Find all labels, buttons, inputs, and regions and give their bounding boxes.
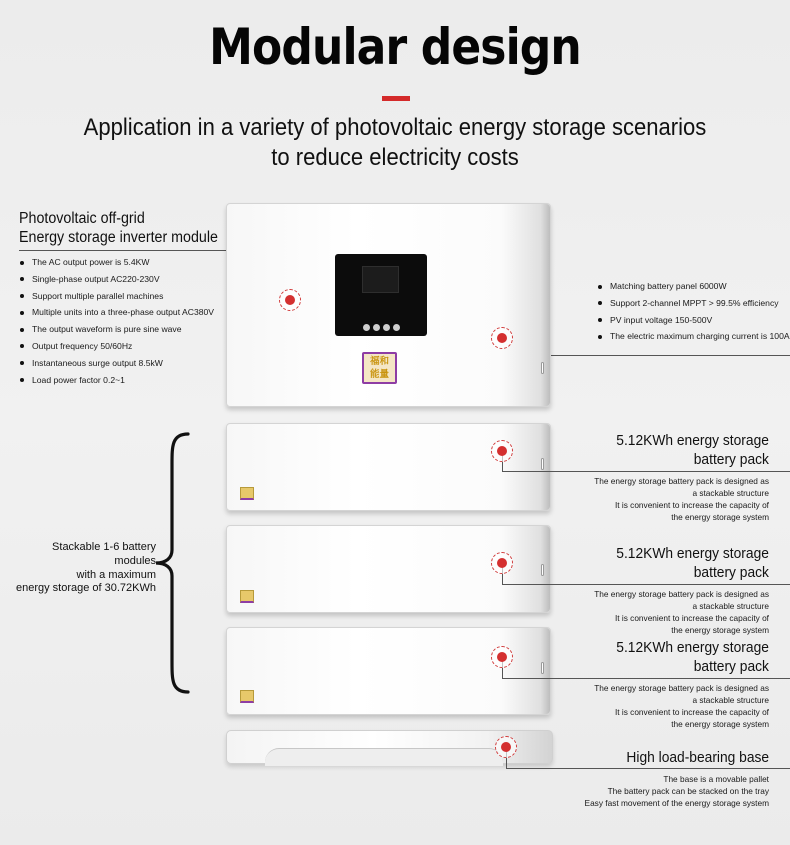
battery-desc-line: The energy storage battery pack is designed as	[594, 683, 769, 693]
spec-item: The AC output power is 5.4KW	[19, 254, 214, 271]
battery-title-1	[616, 431, 769, 469]
battery-desc-line: It is convenient to increase the capacity of	[614, 500, 769, 510]
battery-desc-line: It is convenient to increase the capacity of	[614, 613, 769, 623]
page-subtitle	[40, 113, 751, 173]
lcd-display	[362, 266, 399, 293]
battery-leader-line-2	[502, 584, 790, 585]
battery-title-3-line-1: 5.12KWh energy storage	[616, 639, 769, 656]
inverter-right-specs	[597, 278, 790, 345]
spec-item: The electric maximum charging current is 100A	[597, 328, 790, 345]
battery-desc-line: a stackable structure	[692, 601, 769, 611]
panel-button	[363, 324, 370, 331]
brand-logo	[362, 352, 397, 384]
stack-capacity-label	[8, 541, 156, 596]
base-desc-line: The base is a movable pallet	[663, 774, 769, 784]
spec-item: Support multiple parallel machines	[19, 288, 214, 305]
battery-desc-3	[594, 682, 769, 730]
battery-leader-line-1	[502, 471, 790, 472]
inverter-left-specs	[19, 254, 214, 388]
base-title: High load-bearing base	[626, 749, 769, 766]
stack-brace-icon	[150, 432, 190, 694]
inverter-handle	[541, 362, 544, 374]
battery-leader-line-3	[502, 678, 790, 679]
battery-logo-2	[240, 590, 254, 603]
stack-label-line-1: Stackable 1-6 battery modules	[52, 541, 156, 567]
inverter-left-hotspot-icon	[279, 289, 301, 311]
battery-hotspot-1-icon	[491, 440, 513, 462]
spec-item: PV input voltage 150-500V	[597, 312, 790, 329]
battery-desc-line: a stackable structure	[692, 695, 769, 705]
panel-button	[373, 324, 380, 331]
battery-title-3-line-2: battery pack	[693, 658, 769, 675]
spec-item: Instantaneous surge output 8.5kW	[19, 355, 214, 372]
battery-desc-line: It is convenient to increase the capacity of	[614, 707, 769, 717]
panel-button	[383, 324, 390, 331]
battery-title-3	[616, 638, 769, 676]
spec-item: Multiple units into a three-phase output AC380V	[19, 304, 214, 321]
battery-title-2-line-1: 5.12KWh energy storage	[616, 545, 769, 562]
spec-item: The output waveform is pure sine wave	[19, 321, 214, 338]
subtitle-line-2: to reduce electricity costs	[271, 144, 519, 171]
inverter-heading-line-1: Photovoltaic off-grid	[19, 210, 145, 227]
battery-desc-1	[594, 475, 769, 523]
brand-logo-line-2: 能量	[369, 369, 389, 380]
spec-item: Support 2-channel MPPT > 99.5% efficiency	[597, 295, 790, 312]
battery-handle-3	[541, 662, 544, 674]
base-leader-line	[506, 768, 790, 769]
panel-button	[393, 324, 400, 331]
base-desc	[585, 773, 769, 809]
battery-desc-line: the energy storage system	[671, 512, 769, 522]
spec-item: Output frequency 50/60Hz	[19, 338, 214, 355]
page-title: Modular design	[209, 18, 581, 76]
battery-title-1-line-1: 5.12KWh energy storage	[616, 432, 769, 449]
battery-desc-line: a stackable structure	[692, 488, 769, 498]
inverter-display-panel	[335, 254, 427, 336]
battery-logo-3	[240, 690, 254, 703]
battery-desc-line: the energy storage system	[671, 719, 769, 729]
battery-hotspot-2-icon	[491, 552, 513, 574]
battery-desc-2	[594, 588, 769, 636]
control-buttons	[363, 318, 403, 336]
battery-desc-line: the energy storage system	[671, 625, 769, 635]
battery-logo-1	[240, 487, 254, 500]
battery-handle-2	[541, 564, 544, 576]
base-hotspot-icon	[495, 736, 517, 758]
base-pallet-cutout	[265, 748, 503, 766]
inverter-right-hotspot-icon	[491, 327, 513, 349]
spec-item: Load power factor 0.2~1	[19, 372, 214, 389]
base-desc-line: Easy fast movement of the energy storage system	[584, 798, 769, 808]
spec-item: Matching battery panel 6000W	[597, 278, 790, 295]
inverter-heading-line-2: Energy storage inverter module	[19, 229, 218, 246]
inverter-heading	[19, 209, 218, 247]
battery-title-1-line-2: battery pack	[693, 451, 769, 468]
battery-desc-line: The energy storage battery pack is designed as	[594, 589, 769, 599]
battery-title-2	[616, 544, 769, 582]
battery-handle-1	[541, 458, 544, 470]
battery-desc-line: The energy storage battery pack is designed as	[594, 476, 769, 486]
battery-title-2-line-2: battery pack	[693, 564, 769, 581]
battery-hotspot-3-icon	[491, 646, 513, 668]
brand-logo-line-1: 福和	[369, 356, 389, 367]
title-accent-bar	[382, 96, 410, 101]
base-desc-line: The battery pack can be stacked on the tray	[607, 786, 769, 796]
subtitle-line-1: Application in a variety of photovoltaic energy storage scenarios	[83, 114, 707, 141]
spec-item: Single-phase output AC220-230V	[19, 271, 214, 288]
stack-label-line-2: with a maximum	[76, 568, 156, 581]
stack-label-line-3: energy storage of 30.72KWh	[15, 582, 156, 595]
